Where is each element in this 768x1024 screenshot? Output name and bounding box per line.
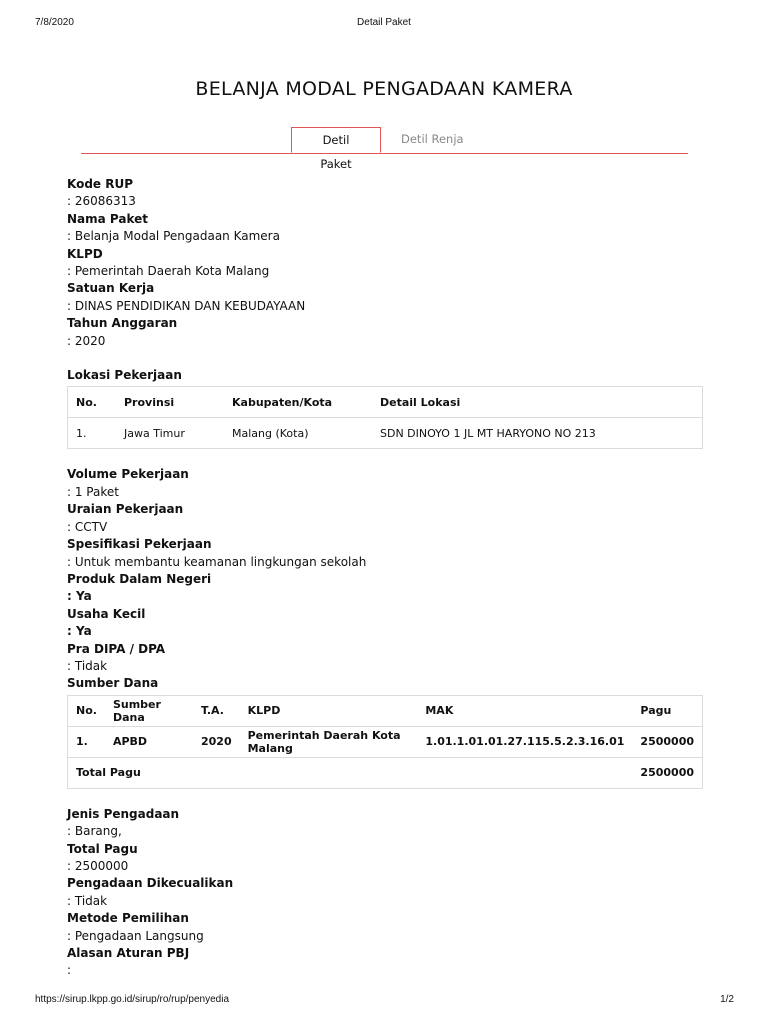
print-url: https://sirup.lkpp.go.id/sirup/ro/rup/penyedia <box>35 994 229 1005</box>
sumber-dana-table <box>67 695 703 789</box>
field-nama-paket <box>67 211 707 246</box>
spacer <box>67 789 707 806</box>
field-label: Tahun Anggaran <box>67 316 178 331</box>
tab-bar <box>81 127 688 171</box>
field-value: : 26086313 <box>67 194 136 209</box>
table-cell: SDN DINOYO 1 JL MT HARYONO NO 213 <box>372 418 703 449</box>
tab-detil-paket[interactable]: Detil Paket <box>291 127 381 153</box>
field-usaha-kecil <box>67 606 707 641</box>
field-label: Produk Dalam Negeri <box>67 571 212 586</box>
field-satuan-kerja <box>67 280 707 315</box>
table-row <box>68 418 703 449</box>
total-pagu-value: 2500000 <box>632 757 702 788</box>
print-footer <box>0 994 768 1008</box>
table-header: No. <box>68 387 117 418</box>
table-cell: Malang (Kota) <box>224 418 372 449</box>
table-header-row <box>68 387 703 418</box>
field-produk-dalam-negeri <box>67 571 707 606</box>
field-value: : Belanja Modal Pengadaan Kamera <box>67 229 280 244</box>
field-label: Spesifikasi Pekerjaan <box>67 537 212 552</box>
print-date: 7/8/2020 <box>35 17 74 28</box>
field-value: : CCTV <box>67 519 108 534</box>
spacer <box>67 350 707 367</box>
field-value: : Untuk membantu keamanan lingkungan sekolah <box>67 554 367 569</box>
lokasi-table <box>67 386 703 449</box>
field-label: KLPD <box>67 246 103 261</box>
table-header: Kabupaten/Kota <box>224 387 372 418</box>
field-value: : Barang, <box>67 824 122 839</box>
field-value: : Ya <box>67 624 92 639</box>
table-header: Sumber Dana <box>105 695 193 726</box>
field-label: Uraian Pekerjaan <box>67 502 184 517</box>
table-cell: 2500000 <box>632 726 702 757</box>
field-value: : Tidak <box>67 893 108 908</box>
print-header <box>0 17 768 31</box>
field-label: Nama Paket <box>67 211 149 226</box>
detail-content <box>67 176 707 980</box>
field-value: : 2020 <box>67 333 106 348</box>
field-label: Satuan Kerja <box>67 281 155 296</box>
field-volume-pekerjaan <box>67 466 707 501</box>
field-kode-rup <box>67 176 707 211</box>
field-value: : Tidak <box>67 658 108 673</box>
field-label: Kode RUP <box>67 177 134 191</box>
field-value: : <box>67 963 72 978</box>
print-page-title: Detail Paket <box>357 17 411 28</box>
field-tahun-anggaran <box>67 315 707 350</box>
field-pengadaan-dikecualikan <box>67 875 707 910</box>
field-label: Metode Pemilihan <box>67 911 189 926</box>
page-title: BELANJA MODAL PENGADAAN KAMERA <box>195 78 573 100</box>
tab-detil-renja[interactable]: Detil Renja <box>401 132 464 146</box>
field-label: Pra DIPA / DPA <box>67 641 166 656</box>
field-uraian-pekerjaan <box>67 501 707 536</box>
field-label: Total Pagu <box>67 841 138 856</box>
table-header: MAK <box>417 695 632 726</box>
table-cell: 1. <box>68 726 105 757</box>
field-label: Pengadaan Dikecualikan <box>67 876 234 891</box>
table-cell: 2020 <box>193 726 240 757</box>
sumber-dana-label: Sumber Dana <box>67 676 159 691</box>
total-pagu-label: Total Pagu <box>68 757 633 788</box>
table-header: Detail Lokasi <box>372 387 703 418</box>
table-header: No. <box>68 695 105 726</box>
field-label: Jenis Pengadaan <box>67 806 180 821</box>
table-cell: APBD <box>105 726 193 757</box>
table-total-row <box>68 757 703 788</box>
field-value: : 1 Paket <box>67 484 119 499</box>
field-spesifikasi-pekerjaan <box>67 536 707 571</box>
table-cell: Pemerintah Daerah Kota Malang <box>240 726 418 757</box>
table-row <box>68 726 703 757</box>
spacer <box>67 449 707 466</box>
field-total-pagu <box>67 841 707 876</box>
table-header: T.A. <box>193 695 240 726</box>
field-value: : 2500000 <box>67 858 129 873</box>
field-value: : DINAS PENDIDIKAN DAN KEBUDAYAAN <box>67 298 306 313</box>
field-label: Alasan Aturan PBJ <box>67 946 190 960</box>
table-cell: Jawa Timur <box>116 418 224 449</box>
table-header: KLPD <box>240 695 418 726</box>
table-cell: 1.01.1.01.01.27.115.5.2.3.16.01 <box>417 726 632 757</box>
field-value: : Pengadaan Langsung <box>67 928 204 943</box>
field-pra-dipa <box>67 641 707 676</box>
field-label: Usaha Kecil <box>67 606 146 621</box>
table-cell: 1. <box>68 418 117 449</box>
field-metode-pemilihan <box>67 910 707 945</box>
table-header: Provinsi <box>116 387 224 418</box>
table-header-row <box>68 695 703 726</box>
field-jenis-pengadaan <box>67 806 707 841</box>
field-value: : Pemerintah Daerah Kota Malang <box>67 264 270 279</box>
field-label: Volume Pekerjaan <box>67 467 189 482</box>
lokasi-pekerjaan-label: Lokasi Pekerjaan <box>67 368 182 383</box>
field-value: : Ya <box>67 589 92 604</box>
print-page-number: 1/2 <box>720 994 734 1005</box>
table-header: Pagu <box>632 695 702 726</box>
field-alasan-aturan-pbj <box>67 945 707 980</box>
field-klpd <box>67 246 707 281</box>
